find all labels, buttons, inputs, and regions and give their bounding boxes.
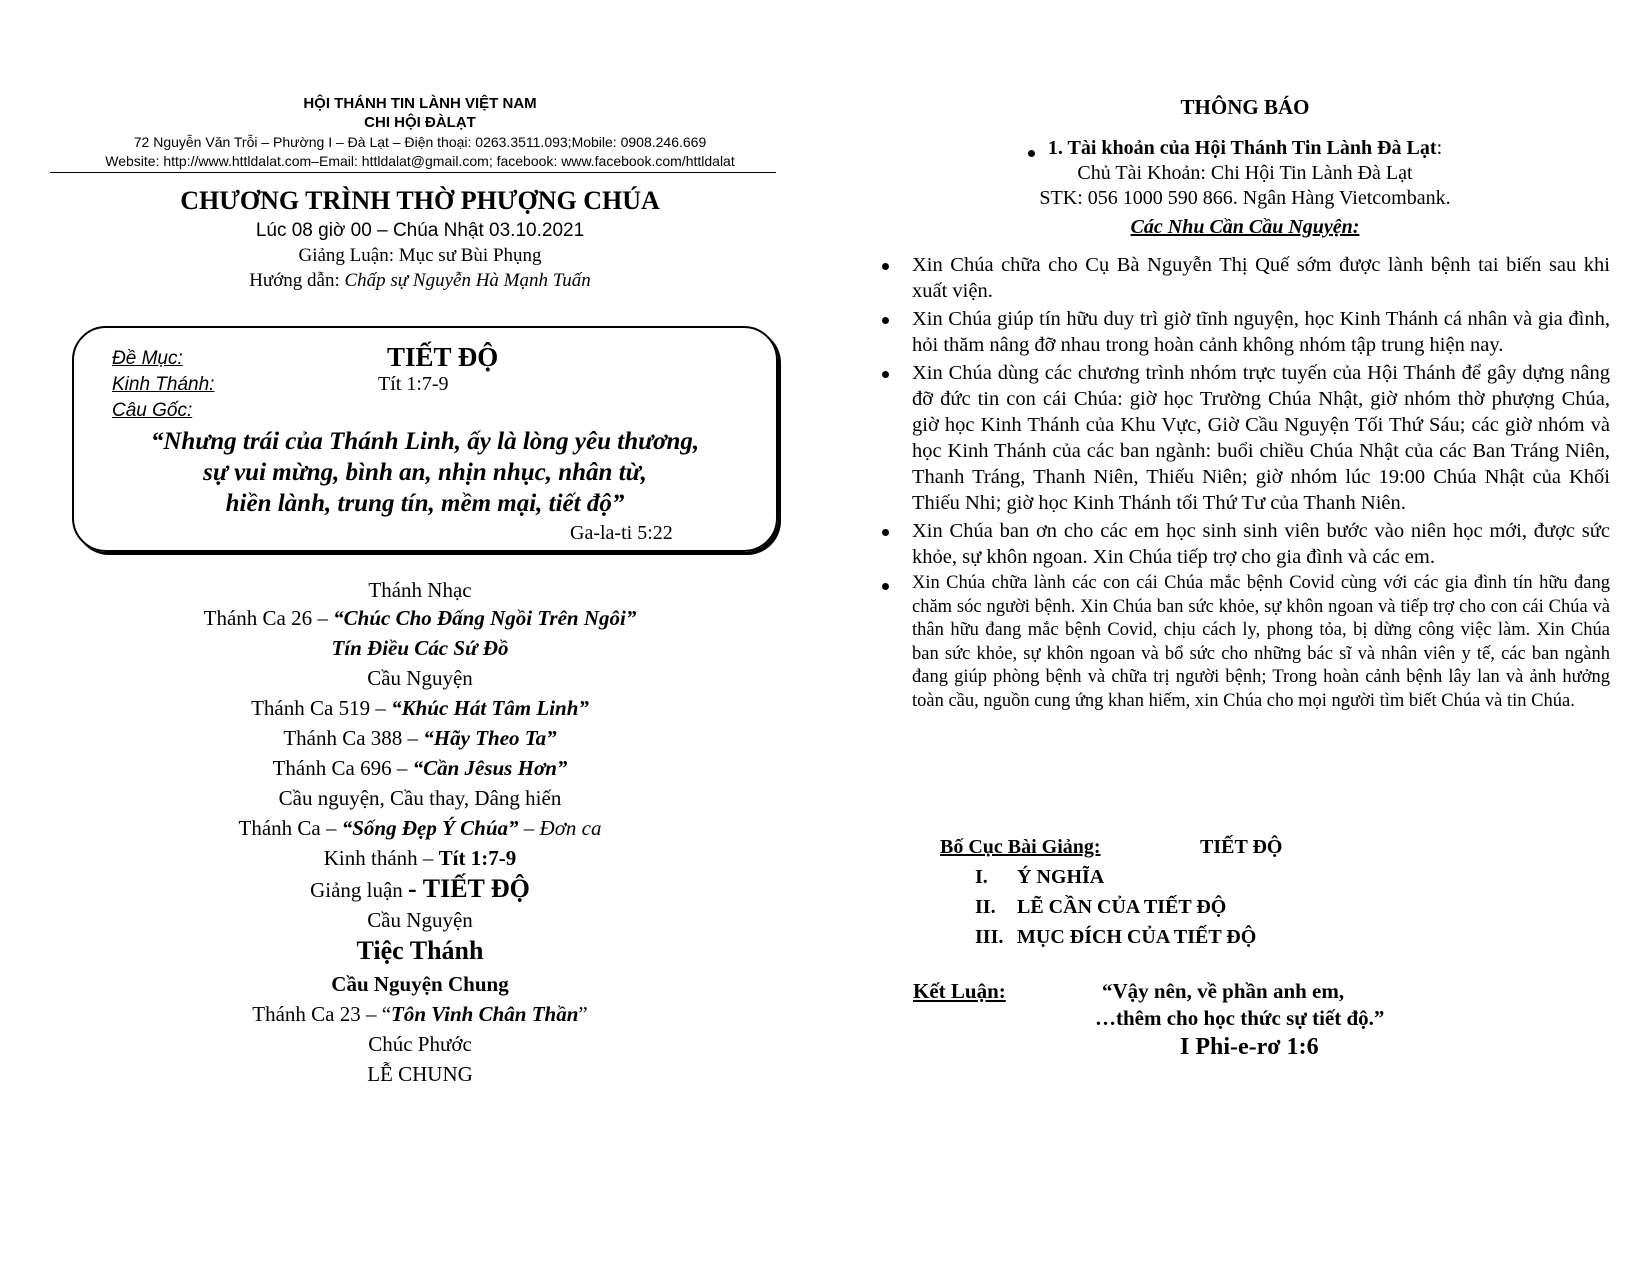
account-colon: :	[1436, 137, 1443, 159]
account-number: STK: 056 1000 590 866. Ngân Hàng Vietcombank.	[1039, 187, 1451, 209]
hymn-title: “Khúc Hát Tâm Linh”	[391, 696, 589, 720]
hymn-title: “Sống Đẹp Ý Chúa”	[341, 816, 519, 840]
prayer-needs-title: Các Nhu Cần Cầu Nguyện:	[1130, 216, 1360, 238]
outline-num: I.	[975, 866, 988, 888]
list-item: Xin Chúa ban ơn cho các em học sinh sinh viên bước vào niên học mới, được sức khỏe, sự khôn ngoan. Xin Chúa tiếp trợ cho gia đình và các em.	[880, 518, 1610, 570]
reading-ref: Tít 1:7-9	[438, 846, 517, 870]
outline-item	[975, 866, 1104, 889]
order-solo	[50, 818, 790, 839]
hymn-title: Tôn Vinh Chân Thần	[391, 1002, 579, 1026]
hymn-prefix: Thánh Ca 26 –	[203, 606, 334, 630]
order-sermon	[50, 876, 790, 902]
account-heading	[880, 137, 1610, 160]
order-prayer-2: Cầu Nguyện	[367, 908, 473, 932]
outline-item	[975, 896, 1226, 919]
account-holder: Chủ Tài Khoản: Chi Hội Tin Lành Đà Lạt	[1077, 162, 1413, 184]
order-hymn-26	[50, 608, 790, 629]
outline-label: Bố Cục Bài Giảng:	[940, 836, 1101, 858]
conclusion-reference: I Phi-e-rơ 1:6	[1180, 1034, 1319, 1060]
list-item: Xin Chúa dùng các chương trình nhóm trực tuyến của Hội Thánh để gây dựng nâng đỡ đức tin con cái Chúa: giờ học Trường Chúa Nhật, giờ nhóm thờ phượng Chúa, giờ học Kinh Thánh của Khu Vực, Giờ Cầu Nguyện Tối Thứ Sáu; các giờ nhóm và học Kinh Thánh của các ban ngành: buổi chiều Chúa Nhật của các Ban Tráng Niên, Thanh Tráng, Thanh Niên, Thiếu Niên; giờ nhóm lúc 19:00 Chúa Nhật của Khối Thiếu Nhi; giờ học Kinh Thánh tối Thứ Tư của Thanh Niên.	[880, 360, 1610, 516]
guide-name: Chấp sự Nguyễn Hà Mạnh Tuấn	[344, 270, 591, 291]
verse-reference: Ga-la-ti 5:22	[570, 522, 673, 544]
header-divider	[50, 172, 776, 173]
hymn-title: “Hãy Theo Ta”	[423, 726, 557, 750]
verse-label	[112, 400, 192, 422]
order-hymn-23	[50, 1004, 790, 1025]
program-guide	[50, 270, 790, 292]
order-hymn-388	[50, 728, 790, 749]
right-page	[880, 0, 1610, 1275]
branch-name: CHI HỘI ĐÀLẠT	[364, 114, 476, 131]
account-heading-text: 1. Tài khoản của Hội Thánh Tin Lành Đà Lạt	[1047, 137, 1437, 159]
hymn-prefix: Thánh Ca 388 –	[283, 726, 424, 750]
order-reading	[50, 848, 790, 869]
list-item: Xin Chúa giúp tín hữu duy trì giờ tĩnh nguyện, học Kinh Thánh cá nhân và gia đình, hỏi thăm nâng đỡ nhau trong hoàn cảnh không nhóm tập trung hiện nay.	[880, 306, 1610, 358]
hymn-prefix: Thánh Ca –	[238, 816, 342, 840]
hymn-title: “Cần Jêsus Hơn”	[412, 756, 568, 780]
hymn-quote: ”	[578, 1002, 588, 1026]
web-line: Website: http://www.httldalat.com–Email: httldalat@gmail.com; facebook: www.facebook.com/httldalat	[105, 153, 735, 169]
order-hymn-696	[50, 758, 790, 779]
org-name: HỘI THÁNH TIN LÀNH VIỆT NAM	[303, 95, 537, 112]
topic-label: Đề Mục:	[112, 348, 183, 369]
scripture-label: Kinh Thánh:	[112, 374, 215, 395]
order-creed	[50, 638, 790, 659]
order-music: Thánh Nhạc	[368, 578, 472, 602]
verse-line: “Nhưng trái của Thánh Linh, ấy là lòng yêu thương,	[150, 428, 700, 455]
order-offering: Cầu nguyện, Cầu thay, Dâng hiến	[278, 786, 562, 810]
conclusion-line: …thêm cho học thức sự tiết độ.”	[1095, 1006, 1385, 1030]
list-item: Xin Chúa chữa cho Cụ Bà Nguyễn Thị Quế sớm được lành bệnh tai biến sau khi xuất viện.	[880, 252, 1610, 304]
creed-title: Tín Điều Các Sứ Đồ	[331, 636, 509, 660]
order-hymn-519	[50, 698, 790, 719]
order-joint-prayer: Cầu Nguyện Chung	[331, 972, 509, 996]
program-speaker: Giảng Luận: Mục sư Bùi Phụng	[298, 245, 542, 266]
topic-value: TIẾT ĐỘ	[387, 342, 499, 372]
reading-prefix: Kinh thánh –	[323, 846, 439, 870]
verse-line: hiền lành, trung tín, mềm mại, tiết độ”	[225, 490, 625, 517]
hymn-prefix: Thánh Ca 696 –	[272, 756, 413, 780]
outline-text: Ý NGHĨA	[1017, 866, 1105, 888]
guide-label: Hướng dẫn:	[249, 270, 345, 291]
conclusion-label: Kết Luận:	[913, 979, 1006, 1003]
outline-title: TIẾT ĐỘ	[1200, 836, 1283, 858]
sermon-title: - TIẾT ĐỘ	[408, 874, 530, 903]
address-line: 72 Nguyễn Văn Trỗi – Phường I – Đà Lạt – Điện thoại: 0263.3511.093;Mobile: 0908.246.669	[133, 134, 707, 150]
prayer-list	[880, 252, 1610, 715]
solo-dash: –	[518, 816, 540, 840]
outline-item	[975, 926, 1256, 949]
hymn-prefix: Thánh Ca 519 –	[251, 696, 392, 720]
verse-line: sự vui mừng, bình an, nhịn nhục, nhân từ,	[203, 459, 647, 486]
program-title: CHƯƠNG TRÌNH THỜ PHƯỢNG CHÚA	[180, 186, 660, 215]
outline-num: III.	[975, 926, 1004, 948]
order-prayer: Cầu Nguyện	[367, 666, 473, 690]
order-communion: Tiệc Thánh	[356, 936, 484, 965]
order-end: LỄ CHUNG	[367, 1062, 473, 1086]
scripture-value: Tít 1:7-9	[378, 373, 449, 395]
verse-label-text: Câu Gốc:	[112, 400, 193, 421]
left-page	[50, 0, 790, 1275]
hymn-prefix: Thánh Ca 23 – “	[252, 1002, 392, 1026]
order-blessing: Chúc Phước	[368, 1032, 472, 1056]
outline-text: LẼ CẦN CỦA TIẾT ĐỘ	[1017, 896, 1227, 918]
sermon-prefix: Giảng luận	[310, 878, 409, 902]
program-time: Lúc 08 giờ 00 – Chúa Nhật 03.10.2021	[255, 220, 585, 241]
hymn-title: “Chúc Cho Đấng Ngồi Trên Ngôi”	[333, 606, 637, 630]
solo-note: Đơn ca	[539, 816, 602, 840]
conclusion-line: “Vậy nên, về phần anh em,	[1102, 979, 1345, 1003]
list-item: Xin Chúa chữa lành các con cái Chúa mắc bệnh Covid cùng với các gia đình tín hữu đang chăm sóc người bệnh. Xin Chúa ban sức khỏe, sự khôn ngoan và tiếp trợ cho con cái Chúa và thân hữu đang mắc bệnh Covid, chịu cách ly, phong tỏa, bị dừng công việc làm. Xin Chúa ban sức khỏe, sự khôn ngoan và bổ sức cho những bác sĩ và nhân viên y tế, các ban ngành đang giúp phòng bệnh và chữa trị người bệnh; Trong hoàn cảnh bệnh lây lan và ảnh hưởng toàn cầu, nguồn cung ứng khan hiếm, xin Chúa cho mọi người tìm biết Chúa và tin Chúa.	[880, 572, 1610, 713]
outline-num: II.	[975, 896, 996, 918]
announcement-title: THÔNG BÁO	[1180, 95, 1310, 119]
outline-text: MỤC ĐÍCH CỦA TIẾT ĐỘ	[1017, 926, 1257, 948]
